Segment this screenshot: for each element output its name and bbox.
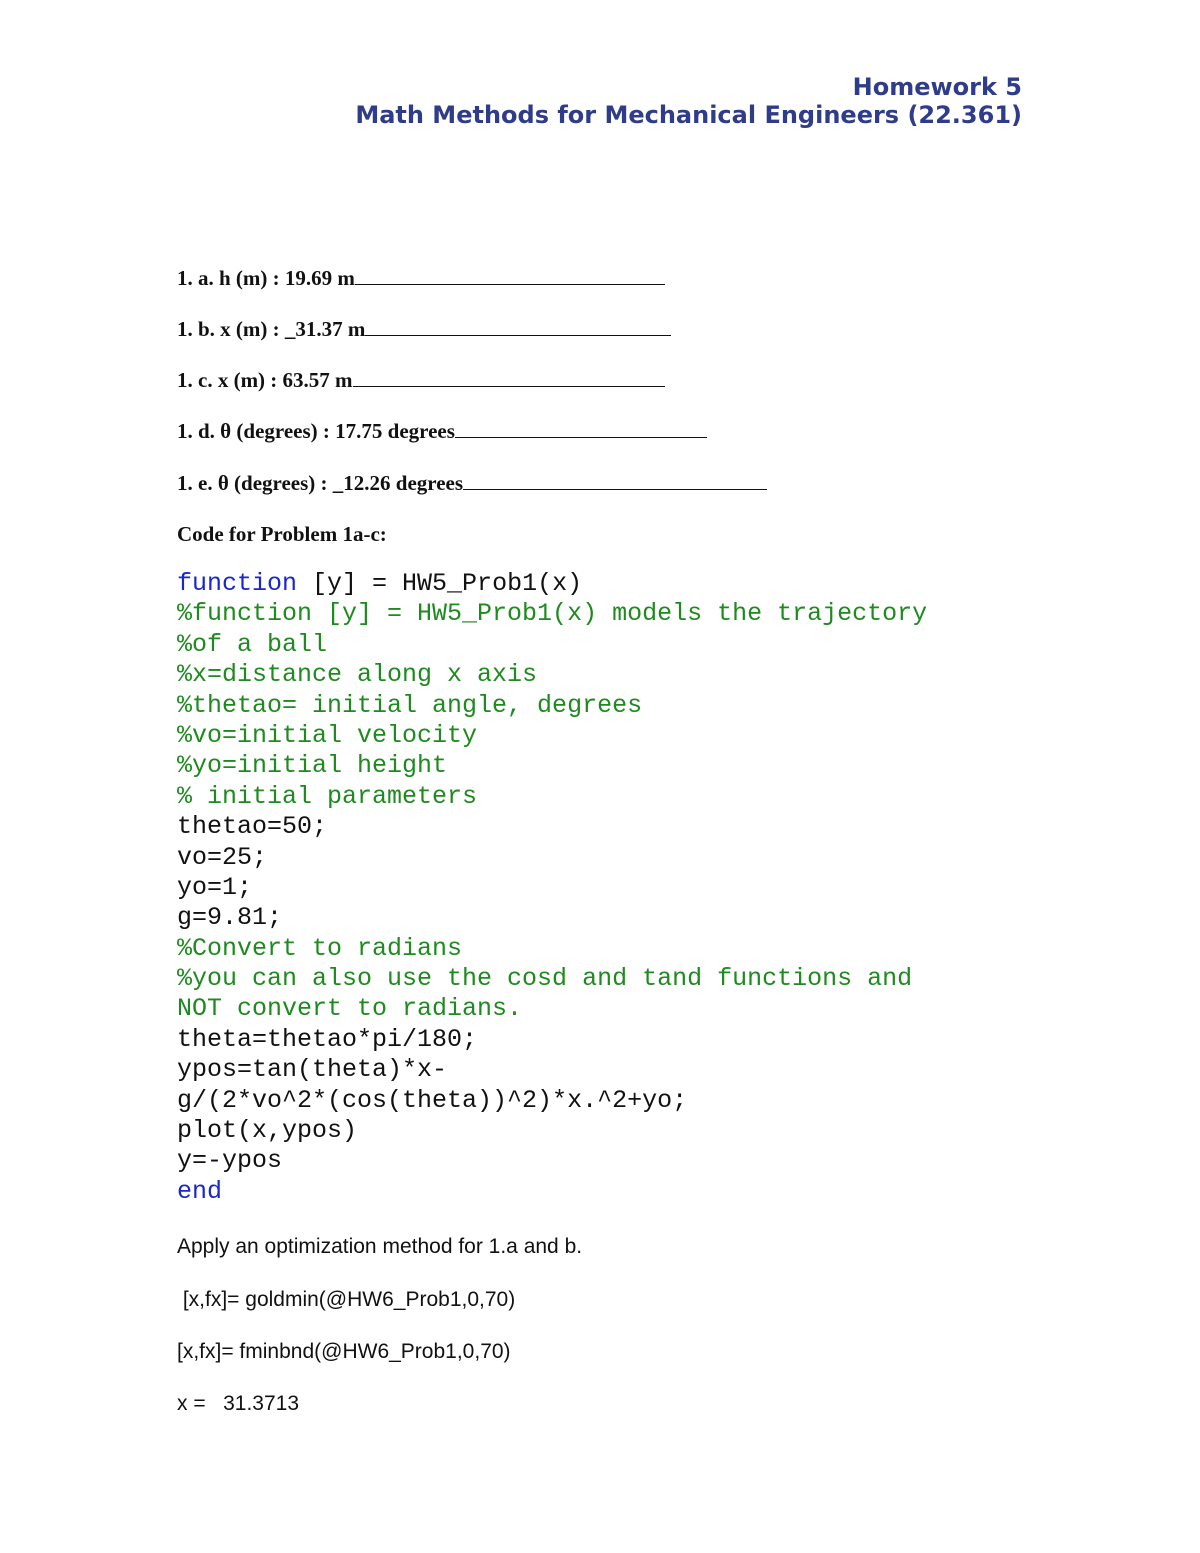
code-line <box>177 1146 927 1176</box>
answer-value: _31.37 m <box>284 317 366 341</box>
code-line <box>177 934 927 964</box>
code-line <box>177 630 927 660</box>
code-block <box>177 569 927 1207</box>
optimization-title: Apply an optimization method for 1.a and b. <box>177 1235 583 1258</box>
answer-1a <box>177 266 665 291</box>
code-line <box>177 599 927 629</box>
code-line <box>177 964 927 994</box>
answer-value: _12.26 degrees <box>332 471 464 495</box>
code-text: vo=25; <box>177 842 268 872</box>
code-line <box>177 1025 927 1055</box>
fminbnd-call: [x,fx]= fminbnd(@HW6_Prob1,0,70) <box>177 1340 511 1363</box>
answer-1c <box>177 368 665 393</box>
answer-label: 1. a. h (m) : <box>177 266 285 290</box>
code-text: [y] = HW5_Prob1(x) <box>297 569 583 598</box>
code-line <box>177 1086 927 1116</box>
code-text: y=-ypos <box>177 1146 283 1176</box>
code-line <box>177 1116 927 1146</box>
answer-label: 1. b. x (m) : <box>177 317 285 341</box>
answer-underline <box>455 431 707 438</box>
code-keyword: end <box>177 1176 223 1206</box>
code-comment: %of a ball <box>177 629 328 659</box>
answer-label: 1. c. x (m) : <box>177 368 283 392</box>
code-line <box>177 751 927 781</box>
code-line <box>177 903 927 933</box>
code-line <box>177 873 927 903</box>
code-comment: %x=distance along x axis <box>177 660 538 690</box>
code-text: thetao=50; <box>177 812 328 842</box>
code-comment: %thetao= initial angle, degrees <box>177 690 643 720</box>
goldmin-call: [x,fx]= goldmin(@HW6_Prob1,0,70) <box>177 1288 516 1311</box>
answer-value: 63.57 m <box>282 368 353 392</box>
code-line <box>177 569 927 599</box>
result-value: x = 31.3713 <box>177 1392 300 1415</box>
code-comment: %vo=initial velocity <box>177 720 478 750</box>
code-text: plot(x,ypos) <box>177 1116 358 1146</box>
code-line <box>177 994 927 1024</box>
code-comment: %function [y] = HW5_Prob1(x) models the trajectory <box>177 599 928 629</box>
answer-value: 19.69 m <box>284 266 355 290</box>
code-line <box>177 782 927 812</box>
code-comment: NOT convert to radians. <box>177 994 523 1024</box>
answer-value: 17.75 degrees <box>335 419 455 443</box>
code-line <box>177 812 927 842</box>
code-section-title: Code for Problem 1a-c: <box>177 522 387 546</box>
code-line <box>177 1055 927 1085</box>
answer-1b <box>177 317 671 342</box>
course-title: Math Methods for Mechanical Engineers (22.361) <box>355 101 1022 129</box>
code-line <box>177 1177 927 1207</box>
answer-underline <box>365 329 671 336</box>
code-text: theta=thetao*pi/180; <box>177 1024 478 1054</box>
code-line <box>177 660 927 690</box>
answer-underline <box>463 483 767 490</box>
code-keyword: function <box>177 569 298 598</box>
code-line <box>177 721 927 751</box>
answer-underline <box>355 278 665 285</box>
code-comment: %Convert to radians <box>177 933 463 963</box>
code-line <box>177 843 927 873</box>
code-text: ypos=tan(theta)*x- <box>177 1055 448 1085</box>
code-text: g/(2*vo^2*(cos(theta))^2)*x.^2+yo; <box>177 1085 688 1115</box>
code-comment: % initial parameters <box>177 781 478 811</box>
code-text: yo=1; <box>177 872 253 902</box>
code-comment: %you can also use the cosd and tand functions and <box>177 964 913 994</box>
answer-1d <box>177 419 707 444</box>
answer-label: 1. d. θ (degrees) : <box>177 419 336 443</box>
code-text: g=9.81; <box>177 903 283 933</box>
code-line <box>177 691 927 721</box>
answer-label: 1. e. θ (degrees) : <box>177 471 333 495</box>
code-comment: %yo=initial height <box>177 751 448 781</box>
answer-1e <box>177 471 767 496</box>
homework-title: Homework 5 <box>852 73 1022 101</box>
answer-underline <box>353 380 665 387</box>
